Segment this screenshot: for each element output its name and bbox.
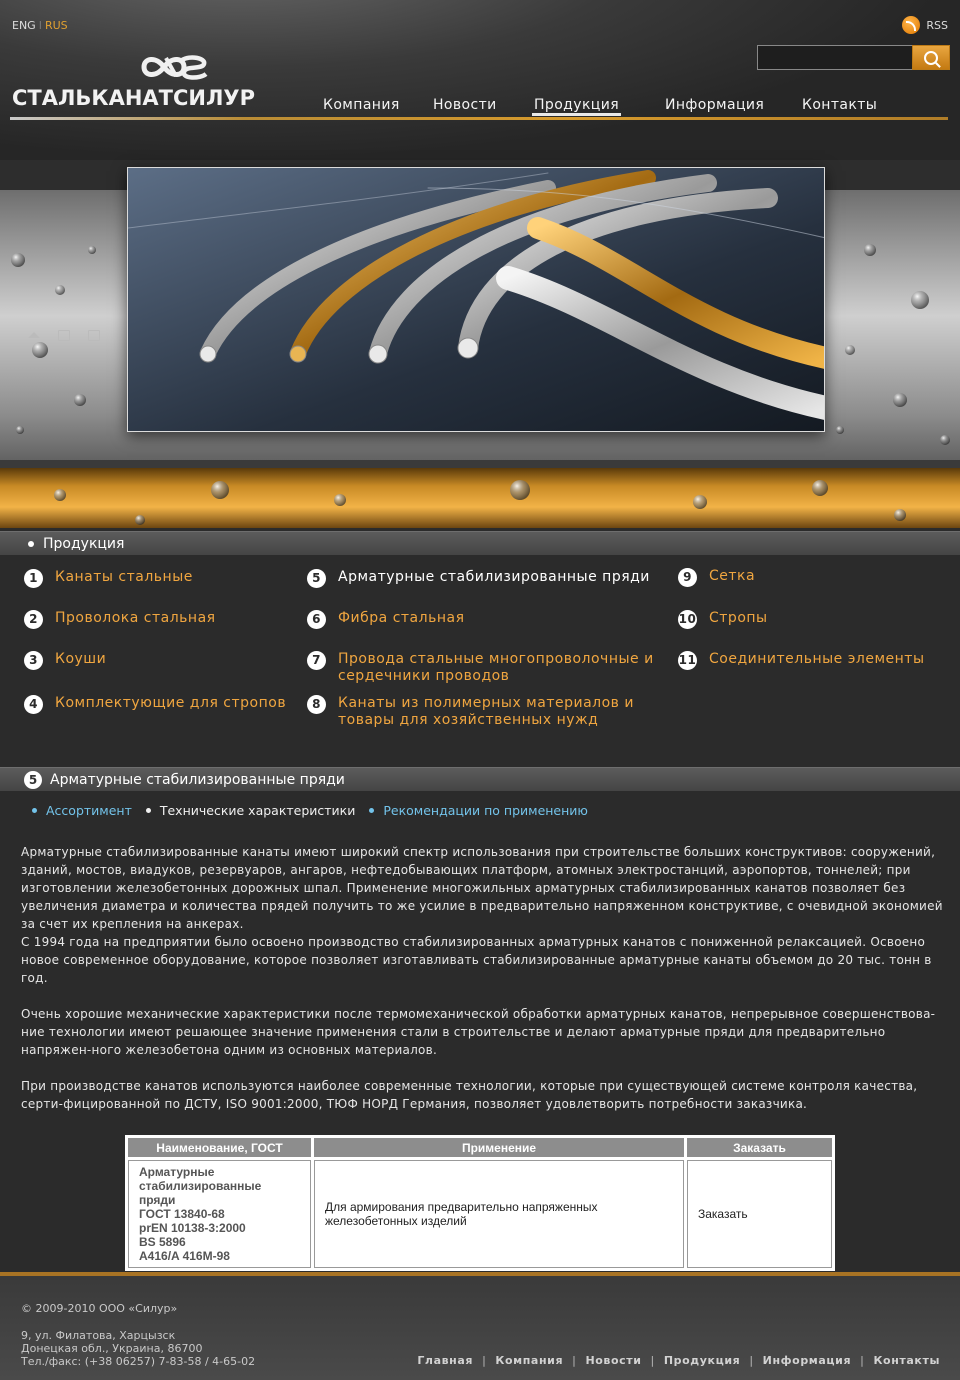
application-cell: Для армирования предварительно напряженных железобетонных изделий	[314, 1160, 684, 1268]
rss-link[interactable]	[902, 16, 948, 34]
steel-ropes-illustration	[128, 168, 825, 432]
search-box	[757, 45, 950, 70]
search-input[interactable]	[757, 45, 912, 70]
product-label: Соединительные элементы	[709, 651, 925, 667]
paragraph: С 1994 года на предприятии было освоено производство стабилизированных арматурных канатов с пониженной релаксацией. Освоено новое современное оборудование, которое позволяет изготавливать стабилизированные арматурные канаты объемом до 20 тыс. тонн в год.	[21, 935, 932, 985]
name-line: prEN 10138-3:2000	[139, 1221, 246, 1235]
product-item[interactable]	[24, 610, 216, 629]
lang-separator: I	[38, 19, 42, 32]
number-badge: 7	[307, 651, 326, 670]
tab-label: Рекомендации по применению	[383, 803, 588, 818]
name-line: Арматурные	[139, 1165, 215, 1179]
product-label: Проволока стальная	[55, 610, 216, 626]
footer-separator: |	[650, 1354, 655, 1367]
lang-eng-link[interactable]: ENG	[12, 19, 36, 32]
rss-icon	[902, 16, 920, 34]
footer-separator: |	[482, 1354, 487, 1367]
tab-label: Ассортимент	[46, 803, 132, 818]
number-badge: 1	[24, 569, 43, 588]
search-icon	[924, 51, 938, 65]
table-header: Наименование, ГОСТ	[128, 1138, 311, 1157]
product-label: Канаты из полимерных материалов и товары для хозяйственных нужд	[338, 695, 634, 728]
product-item[interactable]	[307, 610, 465, 629]
products-table	[125, 1135, 835, 1271]
order-link[interactable]: Заказать	[687, 1160, 832, 1268]
nav-info[interactable]: Информация	[665, 97, 765, 113]
tab-label: Технические характеристики	[159, 803, 356, 818]
home-icon[interactable]	[28, 332, 40, 338]
nav-news[interactable]: Новости	[433, 97, 497, 113]
tab-bullet-icon	[369, 808, 374, 813]
detail-content	[21, 843, 946, 1131]
footer-separator: |	[749, 1354, 754, 1367]
main-nav	[0, 97, 960, 117]
address-line: Донецкая обл., Украина, 86700	[21, 1342, 203, 1355]
nav-company[interactable]: Компания	[323, 97, 400, 113]
tab-technical-specs[interactable]	[146, 803, 356, 818]
table-header: Применение	[314, 1138, 684, 1157]
footer-nav-company[interactable]: Компания	[495, 1354, 564, 1367]
paragraph: Арматурные стабилизированные канаты имеют широкий спектр использования при строительстве больших конструктивов: сооружений, зданий, мостов, виадуков, резервуаров, ангаров, нефтедобывающих платформ, атомных электростанций, аэропортов, тоннелей; при изготовлении железобетонных дорожных шпал. Применение многожильных арматурных стабилизированных канатов позволяет без увеличения диаметра и количества прядей получить то же усилие в предварительно напряженном конструктиве, с очевидной экономией за счет их крепления на анкерах.	[21, 845, 943, 931]
number-badge: 8	[307, 695, 326, 714]
utility-icons	[28, 330, 100, 341]
paragraph: При производстве канатов используются наиболее современные технологии, которые при существующей системе контроля качества, серти-фицированной по ДСТУ, ISO 9001:2000, ТЮФ НОРД Германия, позволяет удовлетворить потребности заказчика.	[21, 1079, 918, 1111]
product-label: Коуши	[55, 651, 107, 667]
detail-number-badge: 5	[24, 771, 42, 789]
product-label: Фибра стальная	[338, 610, 465, 626]
product-label: Арматурные стабилизированные пряди	[338, 569, 650, 585]
name-line: ГОСТ 13840-68	[139, 1207, 225, 1221]
product-item[interactable]	[678, 610, 768, 629]
mail-icon[interactable]	[58, 330, 70, 341]
footer-nav	[417, 1354, 940, 1367]
product-item[interactable]	[24, 695, 286, 714]
tab-bullet-icon	[146, 808, 151, 813]
product-item-selected[interactable]	[307, 569, 650, 588]
name-line: A416/A 416M-98	[139, 1249, 230, 1263]
tab-bullet-icon	[32, 808, 37, 813]
product-label: Сетка	[709, 568, 756, 584]
number-badge: 4	[24, 695, 43, 714]
footer-nav-news[interactable]: Новости	[585, 1354, 642, 1367]
name-line: стабилизированные пряди	[139, 1179, 262, 1207]
product-item[interactable]	[307, 651, 677, 685]
bullet-icon	[28, 541, 34, 547]
number-badge: 2	[24, 610, 43, 629]
product-item[interactable]	[678, 651, 925, 670]
product-label: Канаты стальные	[55, 569, 193, 585]
rss-label: RSS	[926, 18, 948, 32]
footer-nav-info[interactable]: Информация	[762, 1354, 852, 1367]
number-badge: 5	[307, 569, 326, 588]
footer-separator: |	[572, 1354, 577, 1367]
number-badge: 3	[24, 651, 43, 670]
lang-rus-link[interactable]: RUS	[44, 19, 68, 32]
sitemap-icon[interactable]	[88, 330, 100, 341]
product-label: Стропы	[709, 610, 768, 626]
table-header: Заказать	[687, 1138, 832, 1157]
site-footer	[0, 1272, 960, 1380]
product-label: Провода стальные многопроволочные и сердечники проводов	[338, 651, 654, 684]
footer-separator: |	[860, 1354, 865, 1367]
nav-products[interactable]: Продукция	[534, 97, 620, 113]
tab-assortment[interactable]	[32, 803, 132, 818]
footer-nav-contacts[interactable]: Контакты	[873, 1354, 940, 1367]
number-badge: 10	[678, 610, 697, 629]
site-header	[0, 0, 960, 160]
number-badge: 9	[678, 568, 697, 587]
detail-section-header	[0, 767, 960, 791]
footer-nav-home[interactable]: Главная	[417, 1354, 474, 1367]
hero-image	[127, 167, 825, 432]
logo-icon[interactable]	[138, 52, 210, 82]
logo-text[interactable]: СТАЛЬКАНАТСИЛУР	[12, 86, 256, 110]
product-item[interactable]	[24, 651, 106, 670]
product-item[interactable]	[307, 695, 667, 729]
tab-recommendations[interactable]	[369, 803, 588, 818]
header-divider	[10, 117, 948, 120]
language-switcher	[12, 19, 68, 32]
table-header-row	[128, 1138, 832, 1157]
search-button[interactable]	[912, 45, 950, 70]
address	[21, 1329, 255, 1368]
product-label: Комплектующие для стропов	[55, 695, 287, 711]
address-line: 9, ул. Филатова, Харцызск	[21, 1329, 176, 1342]
product-item[interactable]	[678, 568, 755, 587]
products-section-title: Продукция	[43, 535, 125, 552]
address-line: Тел./факс: (+38 06257) 7-83-58 / 4-65-02	[21, 1355, 256, 1368]
number-badge: 6	[307, 610, 326, 629]
paragraph: Очень хорошие механические характеристики после термомеханической обработки арматурных канатов, непрерывное совершенствова-ние технологии имеют решающее значение применения стали в строительстве и делают арматурные пряди для предварительно напряжен-ного железобетона одним из основных материалов.	[21, 1007, 936, 1057]
nav-contacts[interactable]: Контакты	[802, 97, 878, 113]
footer-nav-products[interactable]: Продукция	[663, 1354, 741, 1367]
copyright: © 2009-2010 ООО «Силур»	[21, 1302, 178, 1315]
products-section-header	[0, 531, 960, 555]
detail-section-title: Арматурные стабилизированные пряди	[50, 771, 345, 788]
product-item[interactable]	[24, 569, 193, 588]
number-badge: 11	[678, 651, 697, 670]
detail-tabs	[32, 803, 588, 818]
name-line: BS 5896	[139, 1235, 186, 1249]
table-row	[128, 1160, 832, 1268]
product-name-cell	[128, 1160, 311, 1268]
